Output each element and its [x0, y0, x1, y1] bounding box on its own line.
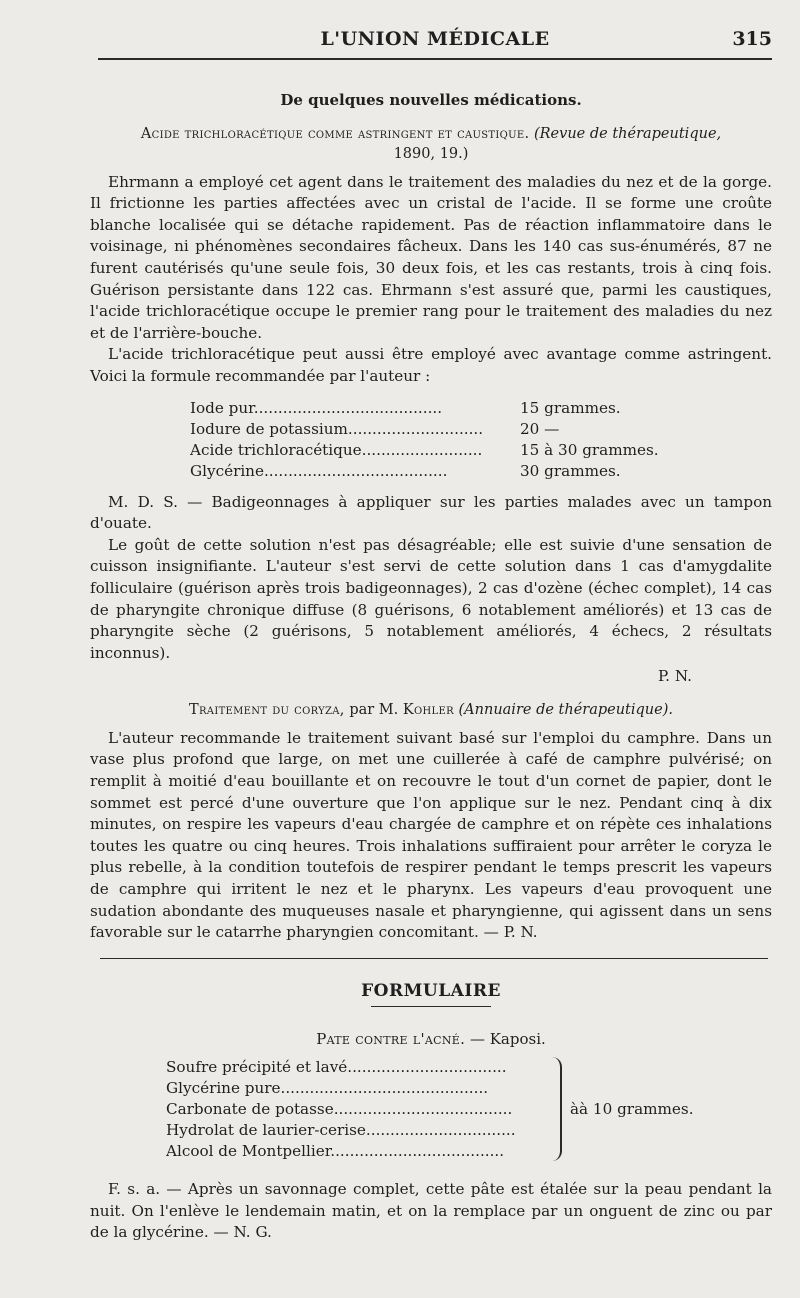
section-title: De quelques nouvelles médications.: [280, 91, 582, 109]
page-number: 315: [732, 28, 772, 50]
article2-title: Traitement du coryza,: [189, 701, 345, 718]
formula-ingredient: Iode pur.......................................: [190, 398, 443, 417]
article1-source-year: 1890, 19.): [393, 145, 469, 162]
journal-title: L'UNION MÉDICALE: [320, 28, 550, 50]
paste-title: Pate contre l'acné.: [316, 1030, 466, 1049]
paste-recipe: [166, 1057, 772, 1167]
article2-source: (Annuaire de thérapeutique).: [458, 701, 673, 718]
formula-row: [190, 440, 659, 461]
formula-row: [190, 461, 630, 482]
paste-ingredient: Carbonate de potasse.....................................: [166, 1100, 513, 1118]
article1-paragraph-3: Le goût de cette solution n'est pas désagréable; elle est suivie d'une sensation de cuisson insignifiante. L'auteur s'est servi de cette solution dans 1 cas d'amygdalite folliculaire (guérison après trois badigeonnages), 2 cas d'ozène (échec complet), 14 cas de pharyngite chronique diffuse (8 guérisons, 6 notablement améliorés) et 13 cas de pharyngite sèche (2 guérisons, 5 notablement améliorés, 4 échecs, 2 résultats inconnus).: [90, 535, 772, 662]
formulaire-underline: [371, 1006, 491, 1007]
paste-ingredient-list: [166, 1057, 538, 1162]
header-rule: [98, 58, 772, 60]
formula-table: [190, 398, 659, 482]
formula-row: [190, 419, 630, 440]
formula-ingredient: Acide trichloracétique.........................: [190, 440, 483, 459]
article2-heading: [90, 700, 772, 720]
paste-ingredient: Hydrolat de laurier-cerise...............................: [166, 1121, 516, 1139]
formulaire-title: FORMULAIRE: [361, 980, 501, 1001]
section-divider: [100, 958, 768, 959]
article1-mds: M. D. S. — Badigeonnages à appliquer sur les parties malades avec un tampon d'ouate.: [90, 492, 772, 533]
paste-author: — Kaposi.: [469, 1030, 546, 1049]
article2-paragraph: L'auteur recommande le traitement suivant basé sur l'emploi du camphre. Dans un vase plus profond que large, on met une cuillerée à café de camphre pulvérisé; on remplit à moitié d'eau bouillante et on recouvre le tout d'un cornet de papier, dont le sommet est percé d'une ouverture que l'on applique sur le nez. Pendant cinq à dix minutes, on respire les vapeurs d'eau chargée de camphre et on répète ces inhalations toutes les quatre ou cinq heures. Trois inhalations suffiraient pour arrêter le coryza le plus rebelle, à la condition toutefois de respirer pendant le temps prescrit les vapeurs de camphre qui irritent le nez et le pharynx. Les vapeurs d'eau provoquent une sudation abondante des muqueuses nasale et pharyngienne, qui agissent dans un sens favorable sur le catarrhe pharyngien concomitant. — P. N.: [90, 728, 772, 942]
paste-heading: [90, 1029, 772, 1051]
formula-quantity: 15 grammes.: [520, 398, 621, 417]
article1-paragraph-2: L'acide trichloracétique peut aussi être employé avec avantage comme astringent. Voici la formule recommandée par l'auteur :: [90, 345, 772, 385]
formula-quantity: 15 à 30 grammes.: [520, 440, 659, 459]
paste-ingredient: Soufre précipité et lavé.................................: [166, 1058, 507, 1076]
formula-ingredient: Iodure de potassium............................: [190, 419, 484, 438]
article1-title: Acide trichloracétique comme astringent et caustique.: [140, 125, 530, 142]
article1-heading: [90, 124, 772, 164]
article1-paragraph-1: Ehrmann a employé cet agent dans le traitement des maladies du nez et de la gorge. Il frictionne les parties affectées avec un cristal de l'acide. Il se forme une croûte blanche localisée qui se détache rapidement. Pas de réaction inflammatoire dans le voisinage, ni phénomènes secondaires fâcheux. Dans les 140 cas sus-énumérés, 87 ne furent cautérisés qu'une seule fois, 30 deux fois, et les cas restants, trois à cinq fois. Guérison persistante dans 122 cas. Ehrmann s'est assuré que, parmi les caustiques, l'acide trichloracétique occupe le premier rang pour le traitement des maladies du nez et de l'arrière-bouche.: [90, 172, 772, 342]
article1-source: (Revue de thérapeutique,: [533, 125, 722, 142]
article1-signature: P. N.: [658, 667, 692, 686]
paste-quantity: àà 10 grammes.: [570, 1100, 694, 1118]
grouping-brace: [552, 1057, 562, 1161]
formula-quantity: 20 —: [520, 419, 560, 438]
paste-instructions: F. s. a. — Après un savonnage complet, cette pâte est étalée sur la peau pendant la nuit. On l'enlève le lendemain matin, et on la remplace par un onguent de zinc ou par de la glycérine. — N. G.: [90, 1180, 772, 1242]
formula-row: [190, 398, 630, 419]
paste-ingredient: Glycérine pure...........................................: [166, 1079, 489, 1097]
page-content: [90, 90, 772, 1244]
paste-ingredient: Alcool de Montpellier....................................: [166, 1142, 505, 1160]
article2-by: par M.: [349, 701, 399, 718]
formula-ingredient: Glycérine......................................: [190, 461, 448, 480]
formula-quantity: 30 grammes.: [520, 461, 621, 480]
article2-author: Kohler: [402, 701, 454, 718]
